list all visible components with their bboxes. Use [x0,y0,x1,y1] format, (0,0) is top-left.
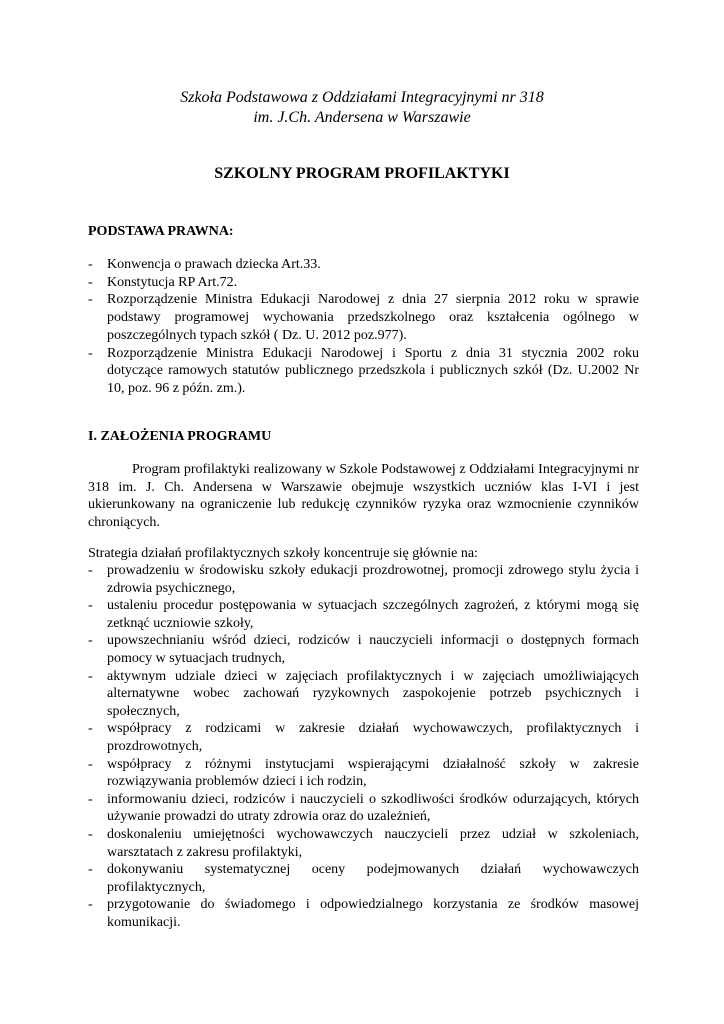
section-heading: I. ZAŁOŻENIA PROGRAMU [88,429,272,444]
legal-basis-item: - Konwencja o prawach dziecka Art.33. [88,256,639,274]
strategy-item: - przygotowanie do świadomego i odpowiedzialnego korzystania ze środków masowej komunikacji. [88,896,639,931]
legal-basis-item: - Konstytucja RP Art.72. [88,274,639,292]
strategy-item: - ustaleniu procedur postępowania w sytuacjach szczególnych zagrożeń, z którymi mogą się zetknąć uczniowie szkoły, [88,597,639,632]
legal-basis-item: - Rozporządzenie Ministra Edukacji Narodowej i Sportu z dnia 31 stycznia 2002 roku dotyczące ramowych statutów publicznego przedszkola i publicznych szkół (Dz. U.2002 Nr 10, poz. 96 z późn. zm.). [88,345,639,398]
strategy-item: - współpracy z różnymi instytucjami wspierającymi działalność szkoły w zakresie rozwiązywania problemów dzieci i ich rodzin, [88,756,639,791]
strategy-item: - informowaniu dzieci, rodziców i nauczycieli o szkodliwości środków odurzających, których używanie prowadzi do utraty zdrowia oraz do uzależnień, [88,791,639,826]
legal-basis-list [88,256,639,398]
strategy-intro: Strategia działań profilaktycznych szkoły koncentruje się głównie na: [88,546,478,561]
strategy-item: - prowadzeniu w środowisku szkoły edukacji prozdrowotnej, promocji zdrowego stylu życia i zdrowia psychicznego, [88,562,639,597]
strategy-item: - dokonywaniu systematycznej oceny podejmowanych działań wychowawczych profilaktycznych, [88,861,639,896]
document-title: SZKOLNY PROGRAM PROFILAKTYKI [214,165,510,182]
strategy-item: - upowszechnianiu wśród dzieci, rodziców i nauczycieli informacji o dostępnych formach pomocy w sytuacjach trudnych, [88,632,639,667]
strategy-item: - aktywnym udziale dzieci w zajęciach profilaktycznych i w zajęciach umożliwiających alternatywne wobec zachowań ryzykownych zaspokojenie potrzeb psychicznych i społecznych, [88,668,639,721]
school-name-line2: im. J.Ch. Andersena w Warszawie [253,109,471,126]
school-name-line1: Szkoła Podstawowa z Oddziałami Integracyjnymi nr 318 [180,89,544,106]
legal-basis-item: - Rozporządzenie Ministra Edukacji Narodowej z dnia 27 sierpnia 2012 roku w sprawie podstawy programowej wychowania przedszkolnego oraz kształcenia ogólnego w poszczególnych typach szkół ( Dz. U. 2012 poz.977). [88,291,639,344]
strategy-list [88,562,639,931]
strategy-item: - współpracy z rodzicami w zakresie działań wychowawczych, profilaktycznych i prozdrowotnych, [88,720,639,755]
strategy-item: - doskonaleniu umiejętności wychowawczych nauczycieli przez udział w szkoleniach, warsztatach z zakresu profilaktyki, [88,826,639,861]
program-paragraph: Program profilaktyki realizowany w Szkole Podstawowej z Oddziałami Integracyjnymi nr 318 im. J. Ch. Andersena w Warszawie obejmuje wszystkich uczniów klas I-VI i jest ukierunkowany na ograniczenie lub redukcję czynników ryzyka oraz wzmocnienie czynników chroniących. [88,462,639,530]
legal-basis-heading: PODSTAWA PRAWNA: [88,224,234,239]
